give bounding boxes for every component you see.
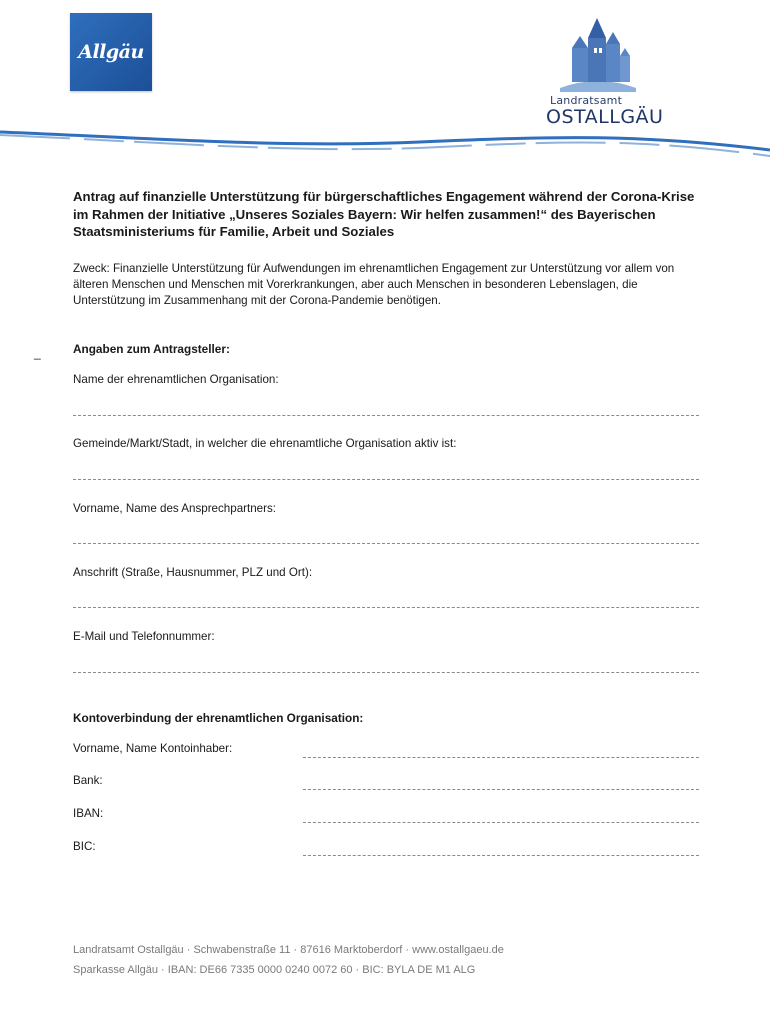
contact-person-field[interactable] xyxy=(73,543,699,544)
form-title: Antrag auf finanzielle Unterstützung für bürgerschaftliches Engagement während der Corona-Krise im Rahmen der Initiative „Unseres Soziales Bayern: Wir helfen zusammen!“ des Bayerischen Staatsministeriums für Familie, Arbeit und Soziales xyxy=(73,189,695,239)
allgaeu-logo-text: Allgäu xyxy=(78,41,144,63)
footer-bank-details: Sparkasse Allgäu · IBAN: DE66 7335 0000 0240 0072 60 · BIC: BYLA DE M1 ALG xyxy=(73,964,476,976)
district-logo-top-text: Landratsamt xyxy=(550,94,623,107)
address-field[interactable] xyxy=(73,607,699,608)
bank-label: Bank: xyxy=(73,774,103,787)
footer-address: Landratsamt Ostallgäu · Schwabenstraße 11 · 87616 Marktoberdorf · www.ostallgaeu.de xyxy=(73,944,504,956)
margin-mark: _ xyxy=(34,346,41,360)
municipality-field[interactable] xyxy=(73,479,699,480)
castle-icon xyxy=(558,14,638,92)
applicant-section-heading: Angaben zum Antragsteller: xyxy=(73,342,230,356)
account-holder-field[interactable] xyxy=(303,757,699,758)
organisation-name-field[interactable] xyxy=(73,415,699,416)
landratsamt-ostallgaeu-logo xyxy=(546,14,664,128)
bank-section-heading: Kontoverbindung der ehrenamtlichen Organisation: xyxy=(73,711,364,725)
account-holder-label: Vorname, Name Kontoinhaber: xyxy=(73,742,233,755)
contact-person-label: Vorname, Name des Ansprechpartners: xyxy=(73,502,276,515)
iban-field[interactable] xyxy=(303,822,699,823)
header-wave-divider xyxy=(0,120,770,166)
purpose-text: Zweck: Finanzielle Unterstützung für Aufwendungen im ehrenamtlichen Engagement zur Unterstützung vor allem von älteren Menschen und Menschen mit Vorerkrankungen, aber auch Menschen in besonderen Lebenslagen, die Unterstützung im Zusammenhang mit der Corona-Pandemie benötigen. xyxy=(73,262,675,307)
municipality-label: Gemeinde/Markt/Stadt, in welcher die ehrenamtliche Organisation aktiv ist: xyxy=(73,437,457,450)
email-phone-field[interactable] xyxy=(73,672,699,673)
allgaeu-logo xyxy=(70,13,152,91)
email-phone-label: E-Mail und Telefonnummer: xyxy=(73,630,215,643)
organisation-name-label: Name der ehrenamtlichen Organisation: xyxy=(73,373,279,386)
iban-label: IBAN: xyxy=(73,807,104,820)
district-logo-bottom-text: OSTALLGÄU xyxy=(546,106,664,128)
address-label: Anschrift (Straße, Hausnummer, PLZ und Ort): xyxy=(73,566,313,579)
bank-field[interactable] xyxy=(303,789,699,790)
bic-label: BIC: xyxy=(73,840,96,853)
bic-field[interactable] xyxy=(303,855,699,856)
